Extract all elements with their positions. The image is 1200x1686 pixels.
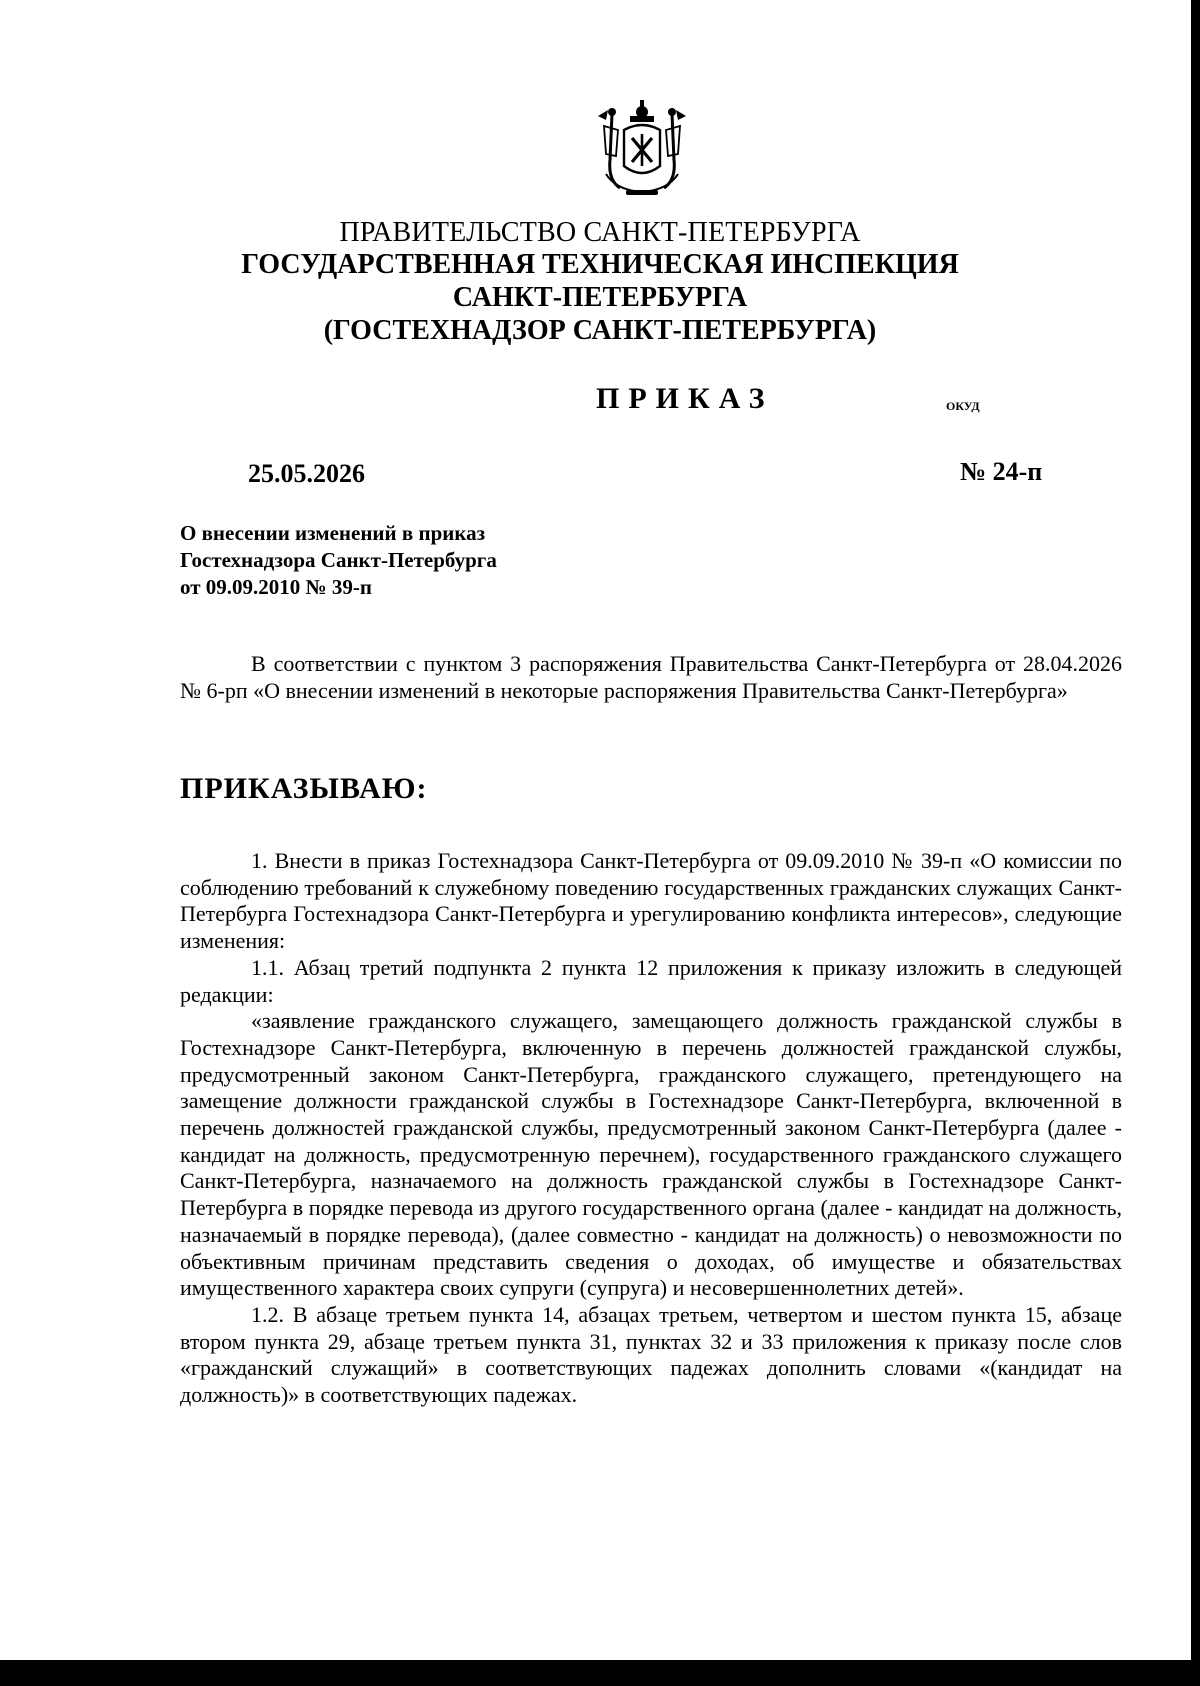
subject-line1: О внесении изменений в приказ <box>180 521 486 545</box>
preamble-block <box>180 651 1122 704</box>
item-1-2: 1.2. В абзаце третьем пункта 14, абзацах третьем, четвертом и шестом пункта 15, абзаце втором пункта 29, абзаце третьем пункта 31, пунктах 32 и 33 приложения к приказу после слов «гражданский служащий» в соответствующих падежах дополнить словами «(кандидат на должность)» в соответствующих падежах. <box>180 1301 1122 1408</box>
inspection-name-line3: (ГОСТЕХНАДЗОР САНКТ-ПЕТЕРБУРГА) <box>323 315 877 346</box>
government-name: ПРАВИТЕЛЬСТВО САНКТ-ПЕТЕРБУРГА <box>339 217 861 248</box>
subject-line3: от 09.09.2010 № 39-п <box>180 575 372 599</box>
coat-of-arms-icon <box>596 100 688 202</box>
inspection-name-line1: ГОСУДАРСТВЕННАЯ ТЕХНИЧЕСКАЯ ИНСПЕКЦИЯ <box>241 249 959 280</box>
inspection-name-line2: САНКТ-ПЕТЕРБУРГА <box>452 282 748 313</box>
scan-border-bottom <box>0 1660 1200 1686</box>
document-type: ПРИКАЗ <box>596 382 774 415</box>
order-heading: ПРИКАЗЫВАЮ: <box>180 772 428 805</box>
preamble-paragraph: В соответствии с пунктом 3 распоряжения Правительства Санкт-Петербурга от 28.04.2026 № 6-рп «О внесении изменений в некоторые распоряжения Правительства Санкт-Петербурга» <box>180 651 1122 703</box>
document-number: № 24-п <box>960 457 1043 486</box>
subject-line2: Гостехнадзора Санкт-Петербурга <box>180 548 497 572</box>
okud-label: ОКУД <box>946 399 980 413</box>
order-items <box>180 848 1122 1409</box>
document-date: 25.05.2026 <box>248 459 365 488</box>
inspection-name <box>0 248 1200 347</box>
item-1-1: 1.1. Абзац третий подпункта 2 пункта 12 приложения к приказу изложить в следующей редакции: <box>180 954 1122 1007</box>
item-1-1-quote: «заявление гражданского служащего, замещающего должность гражданской службы в Гостехнадзоре Санкт-Петербурга, включенную в перечень должностей гражданской службы, предусмотренный законом Санкт-Петербурга, гражданского служащего, претендующего на замещение должности гражданской службы в Гостехнадзоре Санкт-Петербурга, включенной в перечень должностей гражданской службы, предусмотренный законом Санкт-Петербурга (далее - кандидат на должность, предусмотренную перечнем), государственного гражданского служащего Санкт-Петербурга, назначаемого на должность гражданской службы в Гостехнадзоре Санкт-Петербурга в порядке перевода из другого государственного органа (далее - кандидат на должность, назначаемый в порядке перевода), (далее совместно - кандидат на должность) о невозможности по объективным причинам представить сведения о доходах, об имуществе и обязательствах имущественного характера своих супруги (супруга) и несовершеннолетних детей». <box>180 1008 1122 1301</box>
item-1: 1. Внести в приказ Гостехнадзора Санкт-Петербурга от 09.09.2010 № 39-п «О комиссии по соблюдению требований к служебному поведению государственных гражданских служащих Санкт-Петербурга Гостехнадзора Санкт-Петербурга и урегулированию конфликта интересов», следующие изменения: <box>180 848 1122 954</box>
document-subject <box>180 520 680 601</box>
